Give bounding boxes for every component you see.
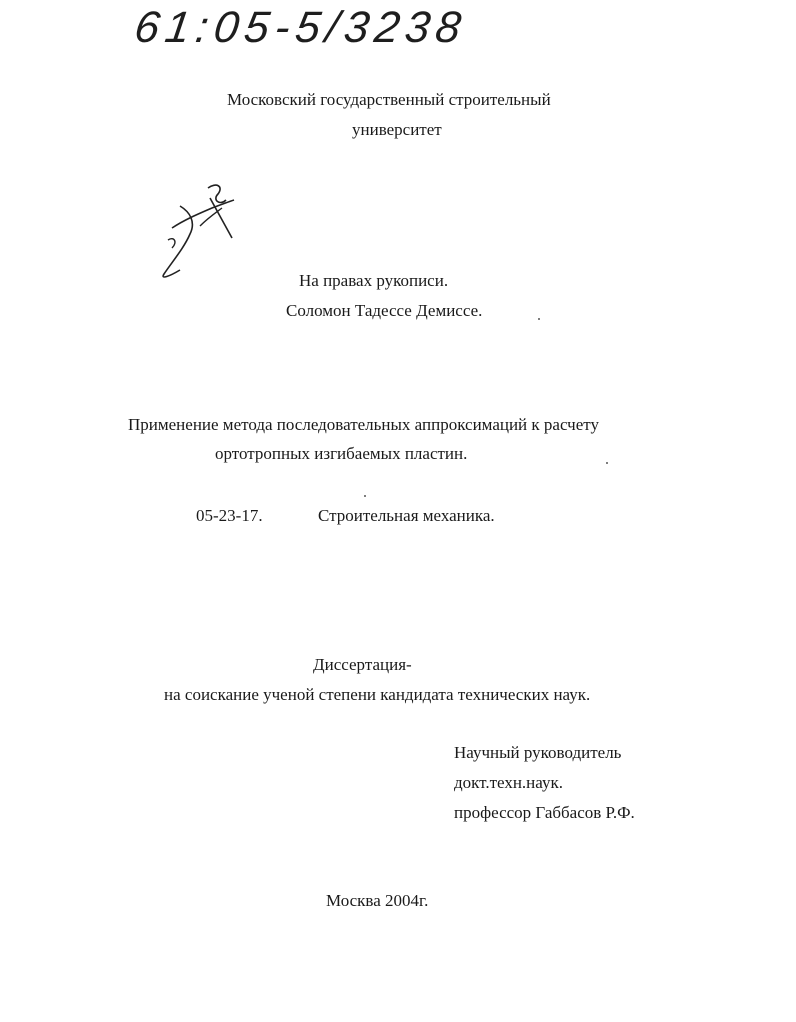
scan-speck (606, 462, 608, 464)
dissertation-title-line2: ортотропных изгибаемых пластин. (215, 444, 468, 463)
dissertation-label: Диссертация- (313, 655, 412, 674)
supervisor-name: профессор Габбасов Р.Ф. (454, 803, 635, 822)
supervisor-degree: докт.техн.наук. (454, 773, 563, 792)
manuscript-rights: На правах рукописи. (299, 271, 449, 290)
handwritten-catalog-number: 61:05-5/3238 (131, 3, 470, 52)
university-name-line1: Московский государственный строительный (227, 90, 551, 109)
specialty-name: Строительная механика. (318, 506, 495, 525)
university-name-line2: университет (352, 120, 442, 139)
city-year: Москва 2004г. (326, 891, 429, 910)
supervisor-heading: Научный руководитель (454, 743, 622, 762)
degree-purpose: на соискание ученой степени кандидата технических наук. (164, 685, 591, 704)
dissertation-title-line1: Применение метода последовательных аппроксимаций к расчету (128, 415, 599, 434)
scan-speck (538, 318, 540, 320)
specialty-code: 05-23-17. (196, 506, 263, 525)
handwritten-signature (150, 178, 240, 278)
author-name: Соломон Тадессе Демиссе. (286, 301, 483, 320)
scan-speck (364, 495, 366, 497)
